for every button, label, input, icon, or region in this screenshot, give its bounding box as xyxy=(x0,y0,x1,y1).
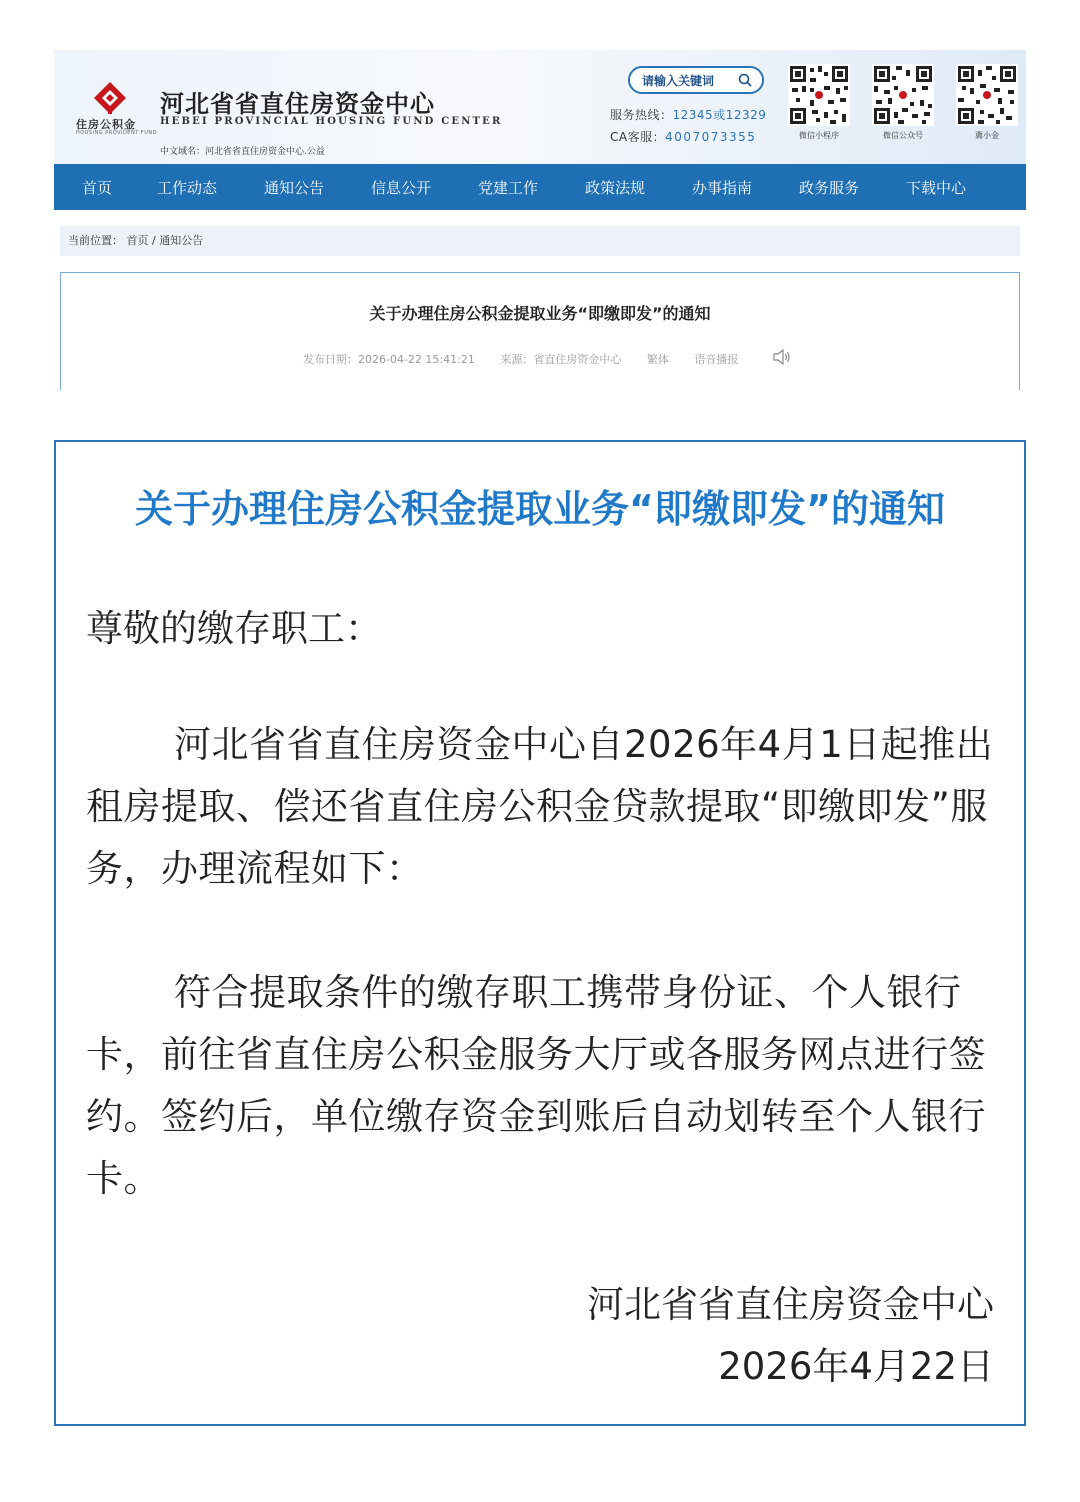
nav-item-notices[interactable]: 通知公告 xyxy=(264,179,325,197)
voice-broadcast-button[interactable]: 语音播报 xyxy=(694,353,739,366)
traditional-chinese-toggle[interactable]: 繁体 xyxy=(646,353,669,366)
ca-value: 4007073355 xyxy=(665,130,757,144)
article-source: 来源：省直住房资金中心 xyxy=(500,353,622,366)
nav-item-service-guide[interactable]: 办事指南 xyxy=(692,179,753,197)
notice-paragraph-1: 河北省省直住房资金中心自2026年4月1日起推出租房提取、偿还省直住房公积金贷款提取“即缴即发”服务，办理流程如下： xyxy=(86,723,994,890)
search-icon[interactable] xyxy=(738,73,752,87)
speaker-icon[interactable] xyxy=(773,349,791,365)
qr-code-official-account-icon[interactable] xyxy=(872,64,934,126)
notice-card xyxy=(54,440,1026,1426)
logo-text: 住房公积金 xyxy=(76,118,136,131)
article-meta xyxy=(303,351,760,367)
qr-label-jixiaojin: 冀小金 xyxy=(975,131,999,140)
housing-fund-logo-icon[interactable] xyxy=(92,80,128,116)
signature-date: 2026年4月22日 xyxy=(718,1345,994,1388)
qr-label-mini-program: 微信小程序 xyxy=(799,131,839,140)
qr-code-jixiaojin-icon[interactable] xyxy=(956,64,1018,126)
service-hotline xyxy=(610,106,766,123)
nav-item-party-building[interactable]: 党建工作 xyxy=(478,179,539,197)
main-navigation xyxy=(54,164,1026,210)
nav-item-info-disclosure[interactable]: 信息公开 xyxy=(371,179,432,197)
site-header xyxy=(54,50,1026,164)
nav-item-government-services[interactable]: 政务服务 xyxy=(799,179,860,197)
article-title: 关于办理住房公积金提取业务“即缴即发”的通知 xyxy=(369,304,711,323)
search-input[interactable] xyxy=(628,66,764,94)
search-placeholder: 请输入关键词 xyxy=(642,73,715,88)
organization-english-name: HEBEI PROVINCIAL HOUSING FUND CENTER xyxy=(160,116,503,127)
qr-label-official-account: 微信公众号 xyxy=(883,131,923,140)
ca-label: CA客服： xyxy=(610,130,666,144)
ca-service xyxy=(610,128,756,145)
publish-date: 发布日期：2026-04-22 15:41:21 xyxy=(303,353,475,366)
qr-code-mini-program-icon[interactable] xyxy=(788,64,850,126)
logo-english-text: HOUSING PROVIDENT FUND xyxy=(76,130,157,136)
nav-item-home[interactable]: 首页 xyxy=(82,179,113,197)
notice-paragraph-2: 符合提取条件的缴存职工携带身份证、个人银行卡，前往省直住房公积金服务大厅或各服务网点进行签约。签约后，单位缴存资金到账后自动划转至个人银行卡。 xyxy=(86,971,986,1200)
breadcrumb[interactable]: 当前位置： 首页 / 通知公告 xyxy=(60,226,1020,256)
notice-title: 关于办理住房公积金提取业务“即缴即发”的通知 xyxy=(135,487,945,531)
nav-item-downloads[interactable]: 下载中心 xyxy=(906,179,967,197)
article-header xyxy=(60,272,1020,390)
notice-greeting: 尊敬的缴存职工： xyxy=(86,607,382,650)
chinese-domain-name: 中文域名：河北省省直住房资金中心.公益 xyxy=(160,147,325,157)
organization-name[interactable]: 河北省省直住房资金中心 xyxy=(160,89,435,118)
hotline-label: 服务热线： xyxy=(610,108,673,122)
hotline-value: 12345或12329 xyxy=(672,108,767,122)
signature-organization: 河北省省直住房资金中心 xyxy=(587,1283,994,1326)
nav-item-work-news[interactable]: 工作动态 xyxy=(157,179,218,197)
nav-item-policies[interactable]: 政策法规 xyxy=(585,179,646,197)
